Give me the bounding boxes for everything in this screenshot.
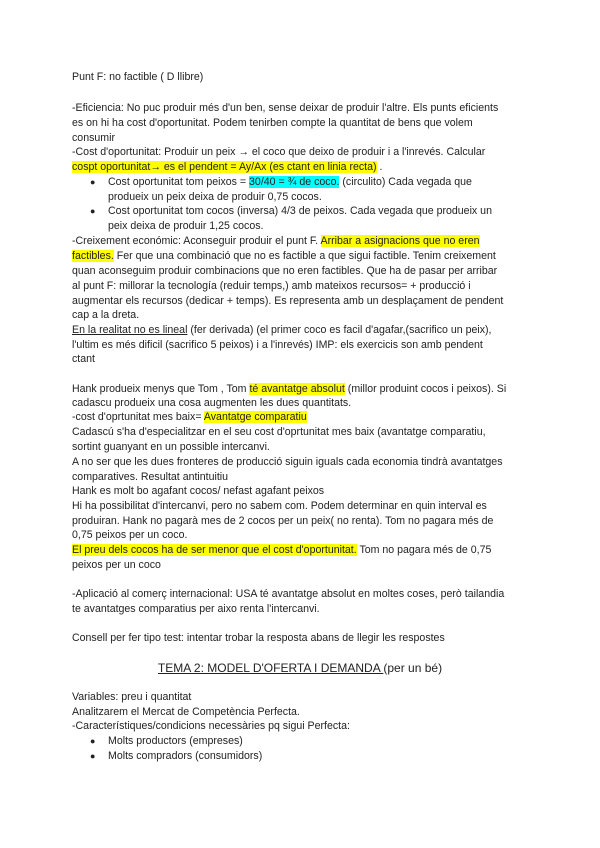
cadascu-line-2: sortint guanyant en un possible intercanvi. [72,441,270,453]
cadascu-line-8: 0,75 peixos per un coco. [72,529,188,541]
cadascu-line-7: produiran. Hank no pagarà mes de 2 cocos per un peix( no renta). Tom no pagara més de [72,515,494,527]
underlined-realitat: En la realitat no es lineal [72,324,188,336]
punt-f-line: Punt F: no factible ( D llibre) [72,71,204,83]
bullet-icon: ● [90,177,96,187]
bullet-cost-peixos-line-1: Cost oportunitat tom peixos = 30/40 = ¾ de coco. (circulito) Cada vegada que [108,176,472,188]
highlight-cyan: 30/40 = ¾ de coco. [249,176,340,188]
tema-2-heading: TEMA 2: MODEL D'OFERTA I DEMANDA (per un bé) [157,661,443,675]
creixement-line-4: al punt F: millorar la tecnología (reduir temps,) amb mateixos recursos= + producció i [72,280,471,292]
bullet-cost-cocos-line-2: peix deixa de produir 1,25 cocos. [108,220,264,232]
highlight-pendent: cospt oportunitat→ es el pendent = Ay/Ax (es ctant en linia recta) [72,161,377,173]
bullet-icon: ● [90,751,96,761]
cadascu-line-4: comparatives. Resultat antintuitiu [72,471,229,483]
highlight-avantatge-comparatiu: Avantatge comparatiu [203,411,307,423]
creixement-line-6: cap a la dreta. [72,309,140,321]
hank-line-1: Hank produeix menys que Tom , Tom té avantatge absolut (millor produint cocos i peixos). Si [72,383,507,395]
bullet-compradors: Molts compradors (consumidors) [108,750,263,762]
mercat-line: Analitzarem el Mercat de Competència Perfecta. [72,706,300,718]
bullet-icon: ● [90,736,96,746]
creixement-line-3: quan aconseguim produir combinacions que no eren factibles. Que ha de pasar per arribar [72,265,498,277]
consell-line: Consell per fer tipo test: intentar trobar la resposta abans de llegir les respostes [72,632,445,644]
cadascu-line-6: Hi ha possibilitat d'intercanvi, pero no sabem com. Podem determinar en quin interval es [72,500,487,512]
caracteristiques-line: -Característiques/condicions necessàries pq sigui Perfecta: [72,720,350,732]
highlight-avantatge-absolut: té avantatge absolut [249,383,345,395]
cost-oportunitat-line-2: cospt oportunitat→ es el pendent = Ay/Ax (es ctant en linia recta) . [72,161,383,173]
realitat-line-3: ctant [72,353,95,365]
bullet-icon: ● [90,206,96,216]
bullet-cost-cocos-line-1: Cost oportunitat tom cocos (inversa) 4/3 de peixos. Cada vegada que produeix un [108,205,492,217]
cadascu-line-1: Cadascú s'ha d'especialitzar en el seu cost d'oprtunitat mes baix (avantatge comparatiu, [72,426,486,438]
aplicacio-line-2: te avantatges comparatius per aixo renta l'intercanvi. [72,603,320,615]
eficiencia-line-2: es on hi ha cost d'oportunitat. Podem tenirben compte la quantitat de bens que volem [72,117,473,129]
highlight-preu-cocos: El preu dels cocos ha de ser menor que el cost d'oportunitat. [72,544,357,556]
realitat-line-1: En la realitat no es lineal (fer derivada) (el primer coco es facil d'agafar,(sacrifico un peix), [72,324,492,336]
creixement-line-1: -Creixement económic: Aconseguir produir el punt F. Arribar a asignacions que no eren [72,235,480,247]
bullet-productors: Molts productors (empreses) [108,735,243,747]
cost-oportunitat-line-1: -Cost d'oportunitat: Produir un peix → el coco que deixo de produir i a l'inrevés. Calcular [72,146,486,158]
highlight-asignacions: Arribar a asignacions que no eren [320,235,480,247]
variables-line: Variables: preu i quantitat [72,691,192,703]
highlight-factibles: factibles. [72,250,114,262]
aplicacio-line-1: -Aplicació al comerç internacional: USA té avantatge absolut en moltes coses, però tailandia [72,588,505,600]
preu-line-1: El preu dels cocos ha de ser menor que el cost d'oportunitat. Tom no pagara més de 0,75 [72,544,492,556]
hank-line-2: cadascu produeix una cosa augmenten les dues quantitats. [72,397,352,409]
creixement-line-5: augmentar els recursos (dedicar + temps). Es representa amb un desplaçament de pendent [72,295,504,307]
eficiencia-line-1: -Eficiencia: No puc produir més d'un ben, sense deixar de produir l'altre. Els punts eficients [72,102,499,114]
creixement-line-2: factibles. Fer que una combinació que no es factible a que sigui factible. Tenim creixement [72,250,496,262]
realitat-line-2: l'ultim es més dificil (sacrifico 5 peixos) i a l'inrevés) IMP: els exercicis son amb pendent [72,339,483,351]
cadascu-line-3: A no ser que les dues fronteres de producció siguin iguals cada economia tindrà avantatges [72,456,503,468]
eficiencia-line-3: consumir [72,132,115,144]
bullet-cost-peixos-line-2: produeix un peix deixa de produir 0,75 cocos. [108,191,322,203]
cost-mes-baix-line: -cost d'oprtunitat mes baix= Avantatge comparatiu [72,411,307,423]
preu-line-2: peixos per un coco [72,559,161,571]
cadascu-line-5: Hank es molt bo agafant cocos/ nefast agafant peixos [72,485,325,497]
